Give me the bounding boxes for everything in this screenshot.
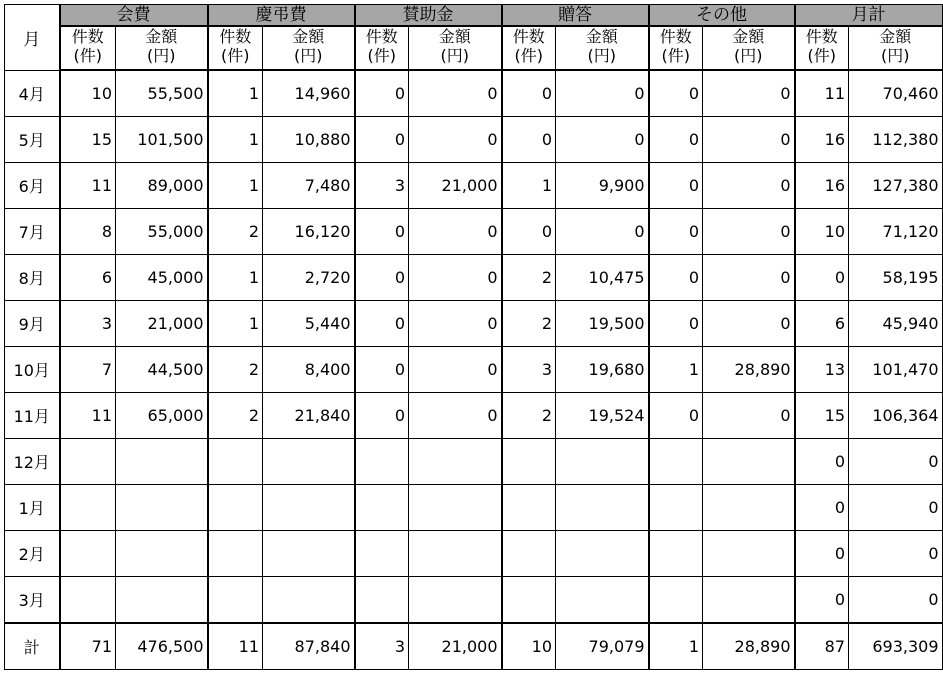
amount-cell bbox=[703, 576, 795, 623]
amount-cell: 0 bbox=[409, 392, 502, 438]
count-cell: 2 bbox=[502, 392, 556, 438]
count-cell: 0 bbox=[649, 116, 703, 162]
amount-cell: 21,000 bbox=[409, 162, 502, 208]
count-cell: 1 bbox=[208, 300, 263, 346]
amount-cell: 79,079 bbox=[556, 623, 649, 670]
amount-header-line: 金額 bbox=[292, 27, 325, 46]
amount-header-line: (円) bbox=[294, 46, 323, 65]
amount-cell: 0 bbox=[409, 346, 502, 392]
amount-column-header bbox=[556, 26, 649, 70]
group-header: その他 bbox=[649, 5, 795, 27]
amount-cell: 0 bbox=[703, 300, 795, 346]
count-header-line: (件) bbox=[367, 46, 396, 65]
amount-cell: 0 bbox=[703, 70, 795, 116]
table-row bbox=[5, 116, 943, 162]
count-cell bbox=[502, 576, 556, 623]
amount-header-line: (円) bbox=[734, 46, 763, 65]
amount-header-line: 金額 bbox=[879, 27, 912, 46]
amount-cell bbox=[263, 438, 355, 484]
table-row bbox=[5, 300, 943, 346]
count-cell: 0 bbox=[355, 300, 409, 346]
month-cell: 8月 bbox=[5, 254, 60, 300]
amount-cell: 0 bbox=[703, 208, 795, 254]
amount-cell: 28,890 bbox=[703, 623, 795, 670]
count-cell: 0 bbox=[649, 392, 703, 438]
amount-cell: 0 bbox=[703, 116, 795, 162]
amount-cell: 0 bbox=[409, 300, 502, 346]
amount-column-header bbox=[409, 26, 502, 70]
month-cell: 5月 bbox=[5, 116, 60, 162]
count-cell: 8 bbox=[60, 208, 116, 254]
count-cell bbox=[60, 484, 116, 530]
amount-cell: 0 bbox=[556, 70, 649, 116]
month-cell: 計 bbox=[5, 623, 60, 670]
amount-cell: 0 bbox=[703, 254, 795, 300]
amount-cell: 0 bbox=[849, 484, 943, 530]
count-cell: 1 bbox=[649, 623, 703, 670]
count-cell: 71 bbox=[60, 623, 116, 670]
amount-column-header bbox=[116, 26, 208, 70]
group-header: 月計 bbox=[795, 5, 943, 27]
count-cell: 2 bbox=[208, 208, 263, 254]
amount-cell bbox=[556, 438, 649, 484]
count-cell: 2 bbox=[208, 392, 263, 438]
amount-header-line: 金額 bbox=[732, 27, 765, 46]
amount-cell: 0 bbox=[703, 392, 795, 438]
amount-cell: 112,380 bbox=[849, 116, 943, 162]
table-row bbox=[5, 392, 943, 438]
count-cell: 16 bbox=[795, 116, 849, 162]
amount-cell bbox=[263, 484, 355, 530]
amount-column-header bbox=[263, 26, 355, 70]
count-cell bbox=[502, 530, 556, 576]
count-cell bbox=[649, 438, 703, 484]
count-cell bbox=[208, 530, 263, 576]
amount-cell: 44,500 bbox=[116, 346, 208, 392]
count-cell bbox=[60, 576, 116, 623]
amount-cell: 45,940 bbox=[849, 300, 943, 346]
count-header-line: 件数 bbox=[659, 27, 692, 46]
amount-cell: 87,840 bbox=[263, 623, 355, 670]
count-cell bbox=[208, 438, 263, 484]
amount-cell bbox=[116, 576, 208, 623]
count-cell: 1 bbox=[208, 70, 263, 116]
amount-cell: 0 bbox=[849, 576, 943, 623]
amount-cell: 0 bbox=[409, 254, 502, 300]
amount-cell: 10,880 bbox=[263, 116, 355, 162]
monthly-expense-table bbox=[4, 4, 943, 670]
amount-cell bbox=[116, 484, 208, 530]
count-cell: 0 bbox=[649, 254, 703, 300]
count-cell: 0 bbox=[502, 208, 556, 254]
month-cell: 3月 bbox=[5, 576, 60, 623]
count-cell: 0 bbox=[355, 208, 409, 254]
count-cell: 0 bbox=[502, 70, 556, 116]
amount-cell: 21,840 bbox=[263, 392, 355, 438]
count-cell bbox=[208, 576, 263, 623]
month-cell: 10月 bbox=[5, 346, 60, 392]
amount-cell bbox=[116, 530, 208, 576]
table-body bbox=[5, 70, 943, 669]
count-cell: 0 bbox=[502, 116, 556, 162]
group-header: 慶弔費 bbox=[208, 5, 355, 27]
amount-cell bbox=[263, 576, 355, 623]
month-cell: 4月 bbox=[5, 70, 60, 116]
amount-cell bbox=[703, 438, 795, 484]
count-cell: 1 bbox=[502, 162, 556, 208]
count-column-header bbox=[795, 26, 849, 70]
count-column-header bbox=[208, 26, 263, 70]
sub-header-row bbox=[5, 26, 943, 70]
amount-cell: 16,120 bbox=[263, 208, 355, 254]
count-cell: 0 bbox=[355, 116, 409, 162]
amount-header-line: (円) bbox=[147, 46, 176, 65]
amount-cell: 45,000 bbox=[116, 254, 208, 300]
count-cell bbox=[502, 438, 556, 484]
count-cell: 1 bbox=[208, 254, 263, 300]
amount-header-line: 金額 bbox=[438, 27, 471, 46]
amount-header-line: (円) bbox=[587, 46, 616, 65]
amount-cell bbox=[703, 530, 795, 576]
count-cell: 0 bbox=[795, 484, 849, 530]
amount-cell: 0 bbox=[409, 208, 502, 254]
amount-cell: 0 bbox=[409, 70, 502, 116]
table-row bbox=[5, 530, 943, 576]
count-cell bbox=[649, 576, 703, 623]
amount-cell: 19,524 bbox=[556, 392, 649, 438]
group-header-row bbox=[5, 5, 943, 27]
count-cell: 6 bbox=[60, 254, 116, 300]
amount-cell: 0 bbox=[849, 438, 943, 484]
amount-cell: 0 bbox=[556, 208, 649, 254]
count-cell: 1 bbox=[208, 162, 263, 208]
count-cell bbox=[60, 438, 116, 484]
count-cell bbox=[355, 438, 409, 484]
amount-cell: 89,000 bbox=[116, 162, 208, 208]
count-cell: 15 bbox=[60, 116, 116, 162]
amount-cell: 55,000 bbox=[116, 208, 208, 254]
count-cell bbox=[355, 576, 409, 623]
count-cell: 0 bbox=[649, 70, 703, 116]
count-cell: 0 bbox=[355, 392, 409, 438]
count-header-line: 件数 bbox=[71, 27, 104, 46]
table-row bbox=[5, 623, 943, 670]
count-cell: 6 bbox=[795, 300, 849, 346]
amount-cell: 65,000 bbox=[116, 392, 208, 438]
amount-cell: 19,680 bbox=[556, 346, 649, 392]
count-header-line: (件) bbox=[514, 46, 543, 65]
amount-cell: 101,470 bbox=[849, 346, 943, 392]
amount-cell: 58,195 bbox=[849, 254, 943, 300]
month-cell: 11月 bbox=[5, 392, 60, 438]
count-cell bbox=[649, 530, 703, 576]
count-cell bbox=[649, 484, 703, 530]
amount-cell: 55,500 bbox=[116, 70, 208, 116]
count-cell: 87 bbox=[795, 623, 849, 670]
amount-column-header bbox=[703, 26, 795, 70]
count-cell: 2 bbox=[502, 300, 556, 346]
group-header: 贈答 bbox=[502, 5, 649, 27]
count-cell bbox=[60, 530, 116, 576]
month-cell: 12月 bbox=[5, 438, 60, 484]
amount-cell bbox=[556, 530, 649, 576]
amount-cell: 28,890 bbox=[703, 346, 795, 392]
count-cell: 0 bbox=[355, 254, 409, 300]
count-cell: 11 bbox=[208, 623, 263, 670]
amount-cell: 21,000 bbox=[409, 623, 502, 670]
table-row bbox=[5, 576, 943, 623]
amount-cell: 8,400 bbox=[263, 346, 355, 392]
amount-column-header bbox=[849, 26, 943, 70]
table-row bbox=[5, 438, 943, 484]
amount-cell: 0 bbox=[849, 530, 943, 576]
count-cell: 1 bbox=[208, 116, 263, 162]
table-row bbox=[5, 70, 943, 116]
amount-cell bbox=[116, 438, 208, 484]
month-cell: 6月 bbox=[5, 162, 60, 208]
amount-cell: 106,364 bbox=[849, 392, 943, 438]
table-row bbox=[5, 208, 943, 254]
count-header-line: (件) bbox=[221, 46, 250, 65]
amount-cell bbox=[556, 484, 649, 530]
month-cell: 2月 bbox=[5, 530, 60, 576]
count-header-line: 件数 bbox=[805, 27, 838, 46]
amount-cell bbox=[556, 576, 649, 623]
amount-header-line: 金額 bbox=[145, 27, 178, 46]
count-column-header bbox=[649, 26, 703, 70]
table-row bbox=[5, 346, 943, 392]
count-cell bbox=[208, 484, 263, 530]
amount-cell: 9,900 bbox=[556, 162, 649, 208]
count-cell: 3 bbox=[355, 623, 409, 670]
amount-cell: 70,460 bbox=[849, 70, 943, 116]
count-cell: 1 bbox=[649, 346, 703, 392]
count-column-header bbox=[60, 26, 116, 70]
amount-cell bbox=[263, 530, 355, 576]
count-cell: 11 bbox=[795, 70, 849, 116]
count-column-header bbox=[355, 26, 409, 70]
count-cell: 0 bbox=[649, 300, 703, 346]
amount-cell: 0 bbox=[556, 116, 649, 162]
group-header: 会費 bbox=[60, 5, 208, 27]
amount-cell: 127,380 bbox=[849, 162, 943, 208]
count-cell: 10 bbox=[795, 208, 849, 254]
count-header-line: 件数 bbox=[365, 27, 398, 46]
count-cell: 0 bbox=[649, 208, 703, 254]
amount-cell: 101,500 bbox=[116, 116, 208, 162]
amount-cell: 7,480 bbox=[263, 162, 355, 208]
count-header-line: (件) bbox=[807, 46, 836, 65]
count-cell bbox=[502, 484, 556, 530]
count-cell: 2 bbox=[208, 346, 263, 392]
count-cell: 11 bbox=[60, 162, 116, 208]
count-cell: 11 bbox=[60, 392, 116, 438]
count-cell: 2 bbox=[502, 254, 556, 300]
count-header-line: (件) bbox=[73, 46, 102, 65]
amount-cell: 19,500 bbox=[556, 300, 649, 346]
amount-cell bbox=[409, 484, 502, 530]
amount-cell bbox=[409, 530, 502, 576]
amount-cell bbox=[409, 438, 502, 484]
month-column-header: 月 bbox=[5, 5, 60, 71]
count-cell: 3 bbox=[60, 300, 116, 346]
count-cell: 0 bbox=[795, 438, 849, 484]
amount-cell: 14,960 bbox=[263, 70, 355, 116]
count-cell: 3 bbox=[502, 346, 556, 392]
month-cell: 1月 bbox=[5, 484, 60, 530]
count-cell: 10 bbox=[502, 623, 556, 670]
count-cell: 3 bbox=[355, 162, 409, 208]
table-row bbox=[5, 162, 943, 208]
count-cell: 13 bbox=[795, 346, 849, 392]
count-cell: 7 bbox=[60, 346, 116, 392]
count-cell bbox=[355, 484, 409, 530]
table-row bbox=[5, 484, 943, 530]
month-cell: 7月 bbox=[5, 208, 60, 254]
count-cell: 0 bbox=[795, 576, 849, 623]
amount-cell: 10,475 bbox=[556, 254, 649, 300]
count-cell: 0 bbox=[355, 70, 409, 116]
amount-header-line: 金額 bbox=[585, 27, 618, 46]
count-cell: 0 bbox=[355, 346, 409, 392]
count-cell bbox=[355, 530, 409, 576]
table-header bbox=[5, 5, 943, 71]
count-header-line: 件数 bbox=[512, 27, 545, 46]
amount-cell: 0 bbox=[703, 162, 795, 208]
count-header-line: (件) bbox=[661, 46, 690, 65]
amount-cell: 2,720 bbox=[263, 254, 355, 300]
count-cell: 16 bbox=[795, 162, 849, 208]
amount-header-line: (円) bbox=[440, 46, 469, 65]
amount-header-line: (円) bbox=[881, 46, 910, 65]
amount-cell: 21,000 bbox=[116, 300, 208, 346]
month-cell: 9月 bbox=[5, 300, 60, 346]
count-cell: 0 bbox=[649, 162, 703, 208]
amount-cell bbox=[703, 484, 795, 530]
count-header-line: 件数 bbox=[219, 27, 252, 46]
amount-cell: 693,309 bbox=[849, 623, 943, 670]
count-cell: 10 bbox=[60, 70, 116, 116]
count-cell: 0 bbox=[795, 530, 849, 576]
amount-cell: 5,440 bbox=[263, 300, 355, 346]
count-cell: 15 bbox=[795, 392, 849, 438]
amount-cell: 476,500 bbox=[116, 623, 208, 670]
table-row bbox=[5, 254, 943, 300]
amount-cell bbox=[409, 576, 502, 623]
count-column-header bbox=[502, 26, 556, 70]
amount-cell: 71,120 bbox=[849, 208, 943, 254]
count-cell: 0 bbox=[795, 254, 849, 300]
group-header: 賛助金 bbox=[355, 5, 502, 27]
amount-cell: 0 bbox=[409, 116, 502, 162]
